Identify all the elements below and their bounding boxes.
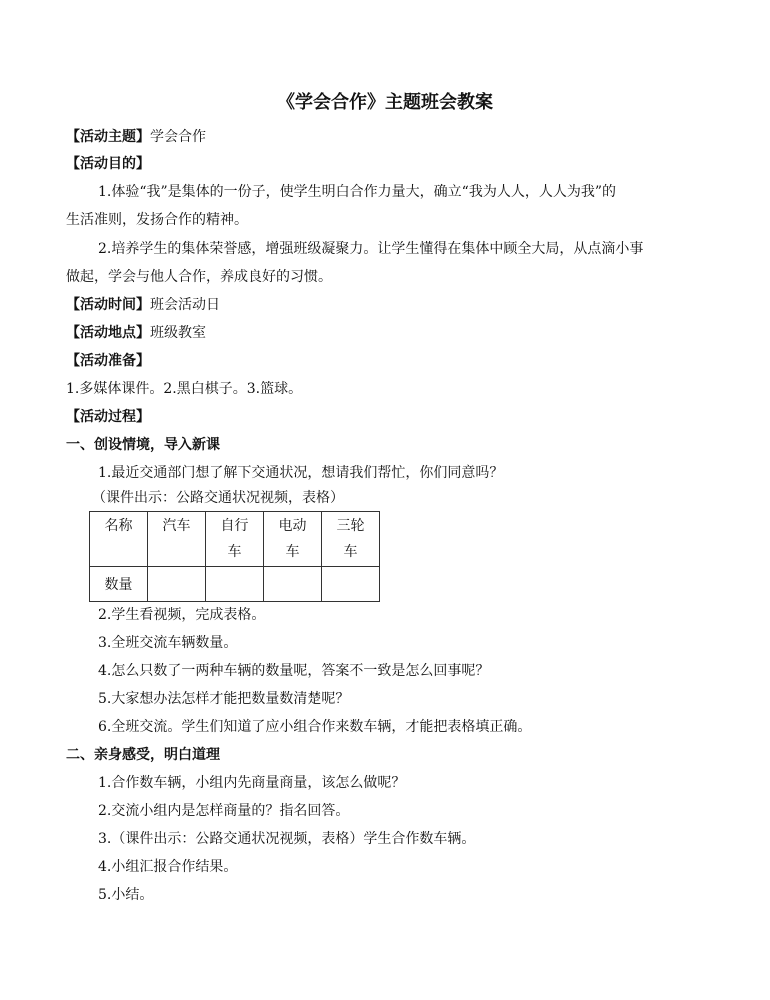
purpose-item-2-line-1: 2.培养学生的集体荣誉感，增强班级凝聚力。让学生懂得在集体中顾全大局，从点滴小事 bbox=[98, 241, 644, 257]
place-value: 班级教室 bbox=[150, 325, 206, 341]
purpose-label: 【活动目的】 bbox=[66, 156, 150, 172]
table-empty-cell bbox=[264, 567, 322, 602]
part1-step-4: 4.怎么只数了一两种车辆的数量呢，答案不一致是怎么回事呢？ bbox=[98, 663, 490, 679]
table-header-cell: 自行 车 bbox=[206, 512, 264, 567]
purpose-item-1-line-1: 1.体验“我”是集体的一份子，使学生明白合作力量大，确立“我为人人，人人为我”的 bbox=[98, 184, 616, 200]
part2-step-4: 4.小组汇报合作结果。 bbox=[98, 859, 238, 875]
table-header-cell: 汽车 bbox=[148, 512, 206, 567]
time-line bbox=[66, 296, 220, 314]
theme-value: 学会合作 bbox=[150, 129, 206, 145]
table-row-label: 数量 bbox=[90, 567, 148, 602]
part1-step-2: 2.学生看视频，完成表格。 bbox=[98, 607, 266, 623]
prep-label: 【活动准备】 bbox=[66, 353, 150, 369]
table-header-cell: 电动 车 bbox=[264, 512, 322, 567]
table-header-cell: 名称 bbox=[90, 512, 148, 567]
prep-value: 1.多媒体课件。2.黑白棋子。3.篮球。 bbox=[66, 381, 303, 397]
purpose-item-1-line-2: 生活准则，发扬合作的精神。 bbox=[66, 212, 248, 228]
part1-step-3: 3.全班交流车辆数量。 bbox=[98, 635, 238, 651]
table-row bbox=[90, 567, 380, 602]
part1-heading: 一、创设情境，导入新课 bbox=[66, 437, 220, 453]
table-empty-cell bbox=[322, 567, 380, 602]
part1-step-6: 6.全班交流。学生们知道了应小组合作来数车辆，才能把表格填正确。 bbox=[98, 719, 532, 735]
theme-line bbox=[66, 128, 206, 146]
process-label: 【活动过程】 bbox=[66, 409, 150, 425]
purpose-item-2-line-2: 做起，学会与他人合作，养成良好的习惯。 bbox=[66, 269, 332, 285]
part1-step-1: 1.最近交通部门想了解下交通状况，想请我们帮忙，你们同意吗？ bbox=[98, 465, 504, 481]
table-header-cell: 三轮 车 bbox=[322, 512, 380, 567]
place-line bbox=[66, 324, 206, 342]
time-label: 【活动时间】 bbox=[66, 297, 150, 313]
table-empty-cell bbox=[206, 567, 264, 602]
vehicle-table bbox=[89, 511, 380, 602]
part1-step-5: 5.大家想办法怎样才能把数量数清楚呢？ bbox=[98, 691, 350, 707]
part2-step-5: 5.小结。 bbox=[98, 887, 154, 903]
part1-note: （课件出示：公路交通状况视频，表格） bbox=[92, 490, 344, 506]
table-header-row bbox=[90, 512, 380, 567]
time-value: 班会活动日 bbox=[150, 297, 220, 313]
part2-step-3: 3.（课件出示：公路交通状况视频，表格）学生合作数车辆。 bbox=[98, 831, 476, 847]
theme-label: 【活动主题】 bbox=[66, 129, 150, 145]
place-label: 【活动地点】 bbox=[66, 325, 150, 341]
part2-step-2: 2.交流小组内是怎样商量的？指名回答。 bbox=[98, 803, 350, 819]
page-title: 《学会合作》主题班会教案 bbox=[277, 92, 493, 113]
part2-step-1: 1.合作数车辆，小组内先商量商量，该怎么做呢？ bbox=[98, 775, 406, 791]
table-empty-cell bbox=[148, 567, 206, 602]
part2-heading: 二、亲身感受，明白道理 bbox=[66, 747, 220, 763]
